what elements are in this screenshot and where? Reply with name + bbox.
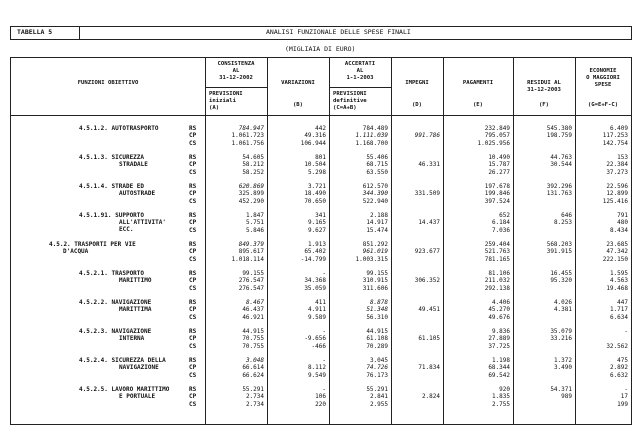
cell-residui: 54.371	[550, 386, 572, 393]
row-type-cs: CS	[189, 197, 197, 205]
header-pagamenti-code: (E)	[472, 102, 484, 108]
row-type-cs: CS	[189, 371, 197, 379]
cell-economie: 22.384	[606, 161, 628, 169]
row-type-cs: CS	[189, 255, 197, 263]
function-label-line: 4.5.2.5. LAVORO MARITTIMO	[79, 386, 170, 393]
cell-residui: 4.026	[553, 299, 572, 306]
cell-pagamenti: 45.270	[488, 306, 510, 314]
row-type-cp: CP	[189, 277, 197, 285]
cell-pagamenti: 49.676	[488, 313, 510, 321]
cell-variazioni: -9.656	[304, 335, 326, 343]
cell-previsioni-definitive: 2.188	[369, 212, 388, 219]
cell-previsioni-definitive: 70.289	[366, 342, 388, 350]
cell-pagamenti: 920	[499, 386, 510, 393]
cell-previsioni-definitive: 55.291	[366, 386, 388, 393]
function-label-line: 4.5.2.4. SICUREZZA DELLA	[79, 357, 166, 364]
table-title: ANALISI FUNZIONALE DELLE SPESE FINALI	[266, 28, 411, 36]
cell-previsioni-iniziali: 325.899	[238, 190, 264, 198]
header-split-line	[205, 87, 267, 88]
cell-variazioni: 9.549	[307, 371, 326, 379]
cell-previsioni-iniziali: 46.921	[242, 313, 264, 321]
cell-variazioni: 801	[315, 154, 326, 161]
function-label-line: MARITTIMO	[119, 277, 152, 285]
cell-previsioni-iniziali: 5.846	[245, 226, 264, 234]
cell-previsioni-definitive: 99.155	[366, 270, 388, 277]
cell-pagamenti: 1.198	[491, 357, 510, 364]
row-type-cp: CP	[189, 161, 197, 169]
header-consistenza-l2: AL	[232, 68, 240, 74]
cell-economie: 37.273	[606, 168, 628, 176]
cell-previsioni-iniziali: 70.755	[242, 342, 264, 350]
header-residui-l2: 31-12-2003	[527, 87, 561, 93]
function-label-line: 4.5.1.2. AUTOTRASPORTO	[79, 125, 159, 132]
cell-variazioni: 442	[315, 125, 326, 132]
cell-variazioni: 3.721	[307, 183, 326, 190]
header-economie-code: (G=E+F-C)	[587, 102, 619, 108]
cell-economie: 47.342	[606, 248, 628, 256]
header-impegni: IMPEGNI	[405, 80, 429, 86]
cell-residui: 392.296	[546, 183, 572, 190]
cell-economie: 19.468	[606, 284, 628, 292]
row-type-rs: RS	[189, 154, 197, 161]
cell-residui: 545.380	[546, 125, 572, 132]
cell-previsioni-definitive: 612.570	[362, 183, 388, 190]
cell-economie: 4.563	[609, 277, 628, 285]
cell-pagamenti: 7.036	[491, 226, 510, 234]
cell-economie: 125.416	[602, 197, 628, 205]
cell-pagamenti: 232.849	[484, 125, 510, 132]
cell-previsioni-definitive: 14.917	[366, 219, 388, 227]
cell-pagamenti: 1.025.956	[477, 139, 510, 147]
row-type-cp: CP	[189, 132, 197, 140]
cell-economie: 447	[617, 299, 628, 306]
function-label-line: 4.5.1.4. STRADE ED	[79, 183, 145, 190]
function-label-line: 4.5.1.3. SICUREZZA	[79, 154, 145, 161]
cell-residui: 568.203	[546, 241, 572, 248]
cell-impegni: 991.786	[414, 132, 440, 140]
header-funzioni: FUNZIONI OBIETTIVO	[77, 80, 139, 86]
cell-residui: 1.372	[553, 357, 572, 364]
function-label	[79, 386, 169, 400]
cell-pagamenti: 292.138	[484, 284, 510, 292]
cell-previsioni-iniziali: 3.048	[245, 357, 264, 364]
function-label-line: E PORTUALE	[119, 393, 156, 401]
header-economie	[575, 68, 631, 89]
cell-residui: 198.759	[546, 132, 572, 140]
cell-previsioni-iniziali: 784.947	[238, 125, 264, 132]
header-accertati	[329, 61, 391, 82]
cell-previsioni-definitive: 74.726	[366, 364, 388, 372]
cell-previsioni-iniziali: 46.437	[242, 306, 264, 314]
function-label-line: ECC.	[119, 226, 134, 234]
column-divider	[443, 58, 444, 424]
row-type-cs: CS	[189, 226, 197, 234]
function-label	[79, 212, 166, 234]
header-pi-l1: PREVISIONI	[209, 91, 243, 97]
cell-pagamenti: 4.406	[491, 299, 510, 306]
row-type-rs: RS	[189, 357, 197, 364]
cell-previsioni-definitive: 44.915	[366, 328, 388, 335]
cell-variazioni: 9.589	[307, 313, 326, 321]
cell-variazioni: -	[322, 386, 326, 393]
function-label-line: NAVIGAZIONE	[119, 364, 159, 372]
cell-previsioni-iniziali: 66.614	[242, 364, 264, 372]
row-type-rs: RS	[189, 386, 197, 393]
header-residui-l1: RESIDUI AL	[527, 80, 561, 86]
cell-variazioni: 65.402	[304, 248, 326, 256]
cell-previsioni-iniziali: 99.155	[242, 270, 264, 277]
cell-economie: 8.434	[609, 226, 628, 234]
function-label-line: 4.5.2.3. NAVIGAZIONE	[79, 328, 152, 335]
row-type-rs: RS	[189, 212, 197, 219]
cell-variazioni: -466	[311, 342, 326, 350]
function-label	[79, 125, 158, 132]
cell-pagamenti: 521.763	[484, 248, 510, 256]
cell-economie: -	[624, 386, 628, 393]
cell-impegni: 331.509	[414, 190, 440, 198]
cell-previsioni-definitive: 61.108	[366, 335, 388, 343]
function-label	[79, 357, 166, 371]
header-previsioni-iniziali	[209, 91, 267, 112]
cell-previsioni-iniziali: 1.847	[245, 212, 264, 219]
cell-economie: 22.596	[606, 183, 628, 190]
row-type-cs: CS	[189, 168, 197, 176]
function-label-line: D'ACQUA	[63, 248, 89, 256]
cell-previsioni-definitive: 8.878	[369, 299, 388, 306]
function-label-line: ALL'ATTIVITA'	[119, 219, 166, 227]
cell-variazioni: 106.944	[300, 139, 326, 147]
cell-economie: 153	[617, 154, 628, 161]
cell-previsioni-definitive: 68.715	[366, 161, 388, 169]
cell-previsioni-definitive: 55.406	[366, 154, 388, 161]
function-label-line: 4.5.2.2. NAVIGAZIONE	[79, 299, 152, 306]
cell-impegni: 61.105	[418, 335, 440, 343]
header-accertati-l2: AL	[356, 68, 364, 74]
cell-economie: 2.892	[609, 364, 628, 372]
header-accertati-l3: 1-1-2003	[346, 75, 374, 81]
cell-previsioni-definitive: 2.955	[369, 400, 388, 408]
cell-economie: 117.253	[602, 132, 628, 140]
cell-pagamenti: 2.755	[491, 400, 510, 408]
row-type-rs: RS	[189, 299, 197, 306]
function-label-line: INTERNA	[119, 335, 145, 343]
cell-variazioni: 49.316	[304, 132, 326, 140]
header-residui	[513, 80, 575, 94]
function-label	[79, 328, 151, 342]
cell-economie: 791	[617, 212, 628, 219]
cell-previsioni-iniziali: 895.617	[238, 248, 264, 256]
header-variazioni: VARIAZIONI	[281, 80, 315, 86]
cell-variazioni: 35.059	[304, 284, 326, 292]
cell-pagamenti: 6.184	[491, 219, 510, 227]
cell-previsioni-iniziali: 452.290	[238, 197, 264, 205]
cell-pagamenti: 37.725	[488, 342, 510, 350]
cell-economie: 17	[620, 393, 628, 401]
cell-previsioni-iniziali: 620.869	[238, 183, 264, 190]
cell-economie: 480	[617, 219, 628, 227]
row-type-rs: RS	[189, 241, 197, 248]
cell-residui: 4.381	[553, 306, 572, 314]
cell-impegni: 2.824	[421, 393, 440, 401]
cell-previsioni-iniziali: 1.061.723	[231, 132, 264, 140]
cell-residui: 30.544	[550, 161, 572, 169]
cell-previsioni-definitive: 851.292	[362, 241, 388, 248]
cell-economie: 32.562	[606, 342, 628, 350]
cell-impegni: 71.834	[418, 364, 440, 372]
cell-economie: 12.899	[606, 190, 628, 198]
header-pd-l1: PREVISIONI	[333, 91, 367, 97]
header-accertati-l1: ACCERTATI	[344, 61, 376, 67]
cell-variazioni: -	[322, 270, 326, 277]
cell-impegni: 46.331	[418, 161, 440, 169]
row-type-cp: CP	[189, 364, 197, 372]
cell-variazioni: 9.627	[307, 226, 326, 234]
cell-previsioni-definitive: 76.173	[366, 371, 388, 379]
function-label-line: 4.5.2.1. TRASPORTO	[79, 270, 145, 277]
cell-variazioni: 70.650	[304, 197, 326, 205]
header-residui-code: (F)	[538, 102, 550, 108]
cell-economie: 23.685	[606, 241, 628, 248]
cell-impegni: 923.677	[414, 248, 440, 256]
cell-previsioni-definitive: 1.003.315	[355, 255, 388, 263]
cell-previsioni-iniziali: 276.547	[238, 277, 264, 285]
cell-previsioni-iniziali: 66.624	[242, 371, 264, 379]
cell-residui: 16.455	[550, 270, 572, 277]
cell-previsioni-definitive: 310.915	[362, 277, 388, 285]
cell-previsioni-definitive: 56.310	[366, 313, 388, 321]
cell-previsioni-iniziali: 54.605	[242, 154, 264, 161]
cell-previsioni-definitive: 51.348	[366, 306, 388, 314]
cell-variazioni: 220	[315, 400, 326, 408]
cell-variazioni: 106	[315, 393, 326, 401]
cell-economie: -	[624, 328, 628, 335]
cell-variazioni: 9.165	[307, 219, 326, 227]
cell-economie: 142.754	[602, 139, 628, 147]
header-variazioni-code: (B)	[292, 102, 304, 108]
header-impegni-code: (D)	[411, 102, 423, 108]
cell-pagamenti: 211.032	[484, 277, 510, 285]
cell-pagamenti: 795.057	[484, 132, 510, 140]
function-label	[79, 299, 152, 313]
header-pi-l3: (A)	[209, 105, 220, 111]
cell-pagamenti: 81.106	[488, 270, 510, 277]
row-type-rs: RS	[189, 183, 197, 190]
header-economie-l3: SPESE	[594, 82, 612, 88]
table-label: TABELLA 5	[17, 28, 53, 36]
row-type-rs: RS	[189, 270, 197, 277]
row-type-cp: CP	[189, 190, 197, 198]
cell-economie: 222.150	[602, 255, 628, 263]
row-type-rs: RS	[189, 125, 197, 132]
cell-residui: 3.490	[553, 364, 572, 372]
row-type-cs: CS	[189, 139, 197, 147]
cell-previsioni-iniziali: 276.547	[238, 284, 264, 292]
cell-residui: 391.915	[546, 248, 572, 256]
header-pd-l2: definitive	[333, 98, 367, 104]
function-label	[49, 241, 136, 255]
cell-previsioni-iniziali: 8.467	[245, 299, 264, 306]
function-label-line: 4.5.2. TRASPORTI PER VIE	[49, 241, 136, 248]
function-label-line: AUTOSTRADE	[119, 190, 156, 198]
header-split-line	[329, 87, 391, 88]
header-pagamenti: PAGAMENTI	[462, 80, 494, 86]
row-type-cp: CP	[189, 219, 197, 227]
cell-pagamenti: 197.678	[484, 183, 510, 190]
header-consistenza	[205, 61, 267, 82]
cell-residui: 989	[561, 393, 572, 401]
cell-previsioni-definitive: 522.940	[362, 197, 388, 205]
cell-pagamenti: 1.835	[491, 393, 510, 401]
cell-previsioni-definitive: 3.045	[369, 357, 388, 364]
cell-economie: 1.595	[609, 270, 628, 277]
row-type-cs: CS	[189, 284, 197, 292]
cell-previsioni-iniziali: 55.291	[242, 386, 264, 393]
cell-variazioni: 411	[315, 299, 326, 306]
cell-previsioni-definitive: 63.550	[366, 168, 388, 176]
cell-impegni: 49.451	[418, 306, 440, 314]
cell-previsioni-iniziali: 849.379	[238, 241, 264, 248]
cell-pagamenti: 259.404	[484, 241, 510, 248]
cell-pagamenti: 199.846	[484, 190, 510, 198]
cell-previsioni-iniziali: 58.212	[242, 161, 264, 169]
cell-pagamenti: 26.277	[488, 168, 510, 176]
cell-previsioni-iniziali: 1.061.756	[231, 139, 264, 147]
function-label-line: MARITTIMA	[119, 306, 152, 314]
row-type-cs: CS	[189, 342, 197, 350]
cell-pagamenti: 68.344	[488, 364, 510, 372]
cell-residui: 646	[561, 212, 572, 219]
cell-economie: 6.632	[609, 371, 628, 379]
title-separator	[79, 27, 80, 39]
row-type-cs: CS	[189, 400, 197, 408]
row-type-cp: CP	[189, 248, 197, 256]
cell-previsioni-iniziali: 44.915	[242, 328, 264, 335]
cell-variazioni: -14.799	[300, 255, 326, 263]
cell-previsioni-definitive: 961.019	[362, 248, 388, 256]
row-type-cp: CP	[189, 306, 197, 314]
header-pi-l2: iniziali	[209, 98, 236, 104]
cell-previsioni-iniziali: 70.755	[242, 335, 264, 343]
cell-residui: 33.216	[550, 335, 572, 343]
function-label	[79, 270, 152, 284]
cell-pagamenti: 781.165	[484, 255, 510, 263]
cell-economie: 6.634	[609, 313, 628, 321]
cell-pagamenti: 652	[499, 212, 510, 219]
header-economie-l2: O MAGGIORI	[586, 75, 620, 81]
cell-variazioni: 341	[315, 212, 326, 219]
cell-variazioni: -	[322, 328, 326, 335]
cell-pagamenti: 397.524	[484, 197, 510, 205]
cell-economie: 6.409	[609, 125, 628, 132]
cell-pagamenti: 10.490	[488, 154, 510, 161]
cell-previsioni-definitive: 344.390	[362, 190, 388, 198]
header-previsioni-definitive	[333, 91, 391, 112]
cell-variazioni: 8.112	[307, 364, 326, 372]
cell-previsioni-definitive: 784.489	[362, 125, 388, 132]
cell-pagamenti: 69.542	[488, 371, 510, 379]
row-type-rs: RS	[189, 328, 197, 335]
cell-residui: 44.763	[550, 154, 572, 161]
cell-pagamenti: 27.889	[488, 335, 510, 343]
row-type-cs: CS	[189, 313, 197, 321]
cell-residui: 131.763	[546, 190, 572, 198]
header-consistenza-l3: 31-12-2002	[219, 75, 253, 81]
row-type-cp: CP	[189, 393, 197, 401]
cell-economie: 1.717	[609, 306, 628, 314]
function-label-line: STRADALE	[119, 161, 148, 169]
table-title-bar	[10, 26, 632, 40]
cell-previsioni-definitive: 2.841	[369, 393, 388, 401]
header-consistenza-l1: CONSISTENZA	[217, 61, 255, 67]
cell-residui: 95.320	[550, 277, 572, 285]
cell-previsioni-iniziali: 2.734	[245, 393, 264, 401]
cell-previsioni-definitive: 1.111.039	[355, 132, 388, 140]
cell-residui: 8.253	[553, 219, 572, 227]
cell-variazioni: 5.298	[307, 168, 326, 176]
cell-previsioni-iniziali: 5.751	[245, 219, 264, 227]
cell-economie: 199	[617, 400, 628, 408]
cell-pagamenti: 9.836	[491, 328, 510, 335]
cell-variazioni: 18.490	[304, 190, 326, 198]
header-pd-l3: (C=A+B)	[333, 105, 357, 111]
cell-pagamenti: 15.787	[488, 161, 510, 169]
cell-previsioni-definitive: 1.168.700	[355, 139, 388, 147]
cell-variazioni: 34.368	[304, 277, 326, 285]
function-label	[79, 183, 155, 197]
cell-previsioni-definitive: 15.474	[366, 226, 388, 234]
cell-previsioni-iniziali: 2.734	[245, 400, 264, 408]
cell-previsioni-definitive: 311.606	[362, 284, 388, 292]
cell-variazioni: 4.911	[307, 306, 326, 314]
cell-variazioni: 10.504	[304, 161, 326, 169]
cell-previsioni-iniziali: 1.018.114	[231, 255, 264, 263]
units-note: (MIGLIAIA DI EURO)	[285, 45, 356, 53]
cell-impegni: 306.352	[414, 277, 440, 285]
row-type-cp: CP	[189, 335, 197, 343]
cell-previsioni-iniziali: 58.252	[242, 168, 264, 176]
data-table	[10, 57, 632, 425]
header-bottom-line	[11, 115, 631, 116]
cell-impegni: 14.437	[418, 219, 440, 227]
header-economie-l1: ECONOMIE	[589, 68, 617, 74]
cell-residui: 35.079	[550, 328, 572, 335]
cell-variazioni: 1.913	[307, 241, 326, 248]
cell-economie: 475	[617, 357, 628, 364]
cell-variazioni: -	[322, 357, 326, 364]
function-label	[79, 154, 148, 168]
function-label-line: 4.5.1.91. SUPPORTO	[79, 212, 145, 219]
